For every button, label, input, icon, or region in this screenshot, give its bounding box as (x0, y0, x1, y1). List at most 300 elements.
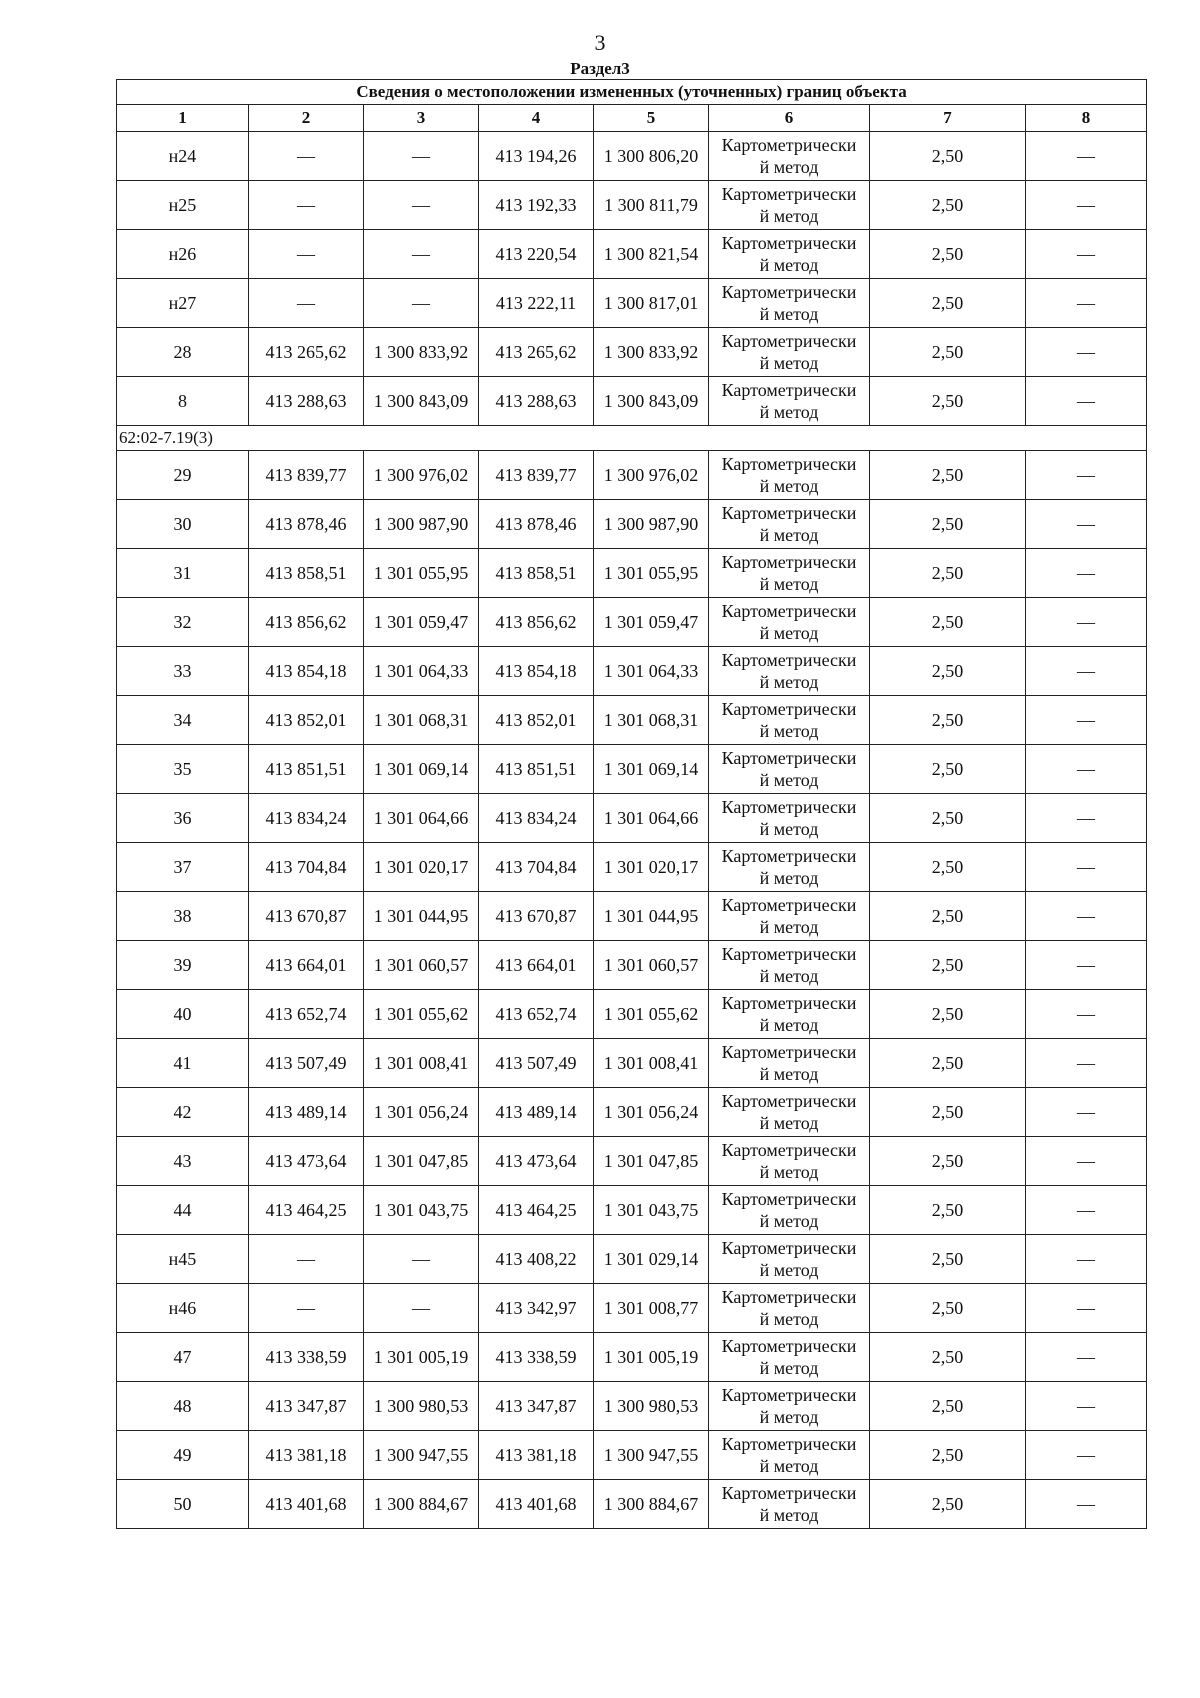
method-label-line2: й метод (759, 1407, 819, 1427)
new-y: 1 301 059,47 (594, 598, 709, 647)
description-value: — (1026, 696, 1147, 745)
table-row (117, 451, 1147, 500)
new-x: 413 858,51 (479, 549, 594, 598)
method-label-line2: й метод (759, 623, 819, 643)
description-value: — (1026, 1480, 1147, 1529)
new-y: 1 301 047,85 (594, 1137, 709, 1186)
accuracy-value: 2,50 (870, 1235, 1026, 1284)
new-x: 413 347,87 (479, 1382, 594, 1431)
existing-x: 413 856,62 (249, 598, 364, 647)
method-label-line2: й метод (759, 1113, 819, 1133)
existing-y: — (364, 1284, 479, 1333)
accuracy-value: 2,50 (870, 1039, 1026, 1088)
method-cell (709, 279, 870, 328)
description-value: — (1026, 843, 1147, 892)
new-x: 413 338,59 (479, 1333, 594, 1382)
table-row (117, 549, 1147, 598)
method-label-line2: й метод (759, 1358, 819, 1378)
method-label-line1: Картометрически (721, 748, 857, 768)
existing-y: 1 301 056,24 (364, 1088, 479, 1137)
existing-x: 413 854,18 (249, 647, 364, 696)
existing-x: 413 851,51 (249, 745, 364, 794)
point-number: 42 (117, 1088, 249, 1137)
point-number: 38 (117, 892, 249, 941)
point-number: 33 (117, 647, 249, 696)
accuracy-value: 2,50 (870, 647, 1026, 696)
method-label-line1: Картометрически (721, 1189, 857, 1209)
point-number: 41 (117, 1039, 249, 1088)
table-caption: Сведения о местоположении измененных (уточненных) границ объекта (117, 80, 1147, 105)
method-cell (709, 1431, 870, 1480)
new-x: 413 464,25 (479, 1186, 594, 1235)
description-value: — (1026, 1431, 1147, 1480)
accuracy-value: 2,50 (870, 500, 1026, 549)
method-cell (709, 990, 870, 1039)
new-y: 1 301 020,17 (594, 843, 709, 892)
new-y: 1 301 008,41 (594, 1039, 709, 1088)
method-label-line1: Картометрически (721, 503, 857, 523)
description-value: — (1026, 328, 1147, 377)
column-number-row (117, 105, 1147, 132)
method-label-line2: й метод (759, 819, 819, 839)
description-value: — (1026, 1333, 1147, 1382)
new-x: 413 852,01 (479, 696, 594, 745)
table-row (117, 1284, 1147, 1333)
method-label-line2: й метод (759, 1260, 819, 1280)
table-row (117, 1333, 1147, 1382)
description-value: — (1026, 1382, 1147, 1431)
group-label-row (117, 426, 1147, 451)
new-x: 413 652,74 (479, 990, 594, 1039)
description-value: — (1026, 451, 1147, 500)
table-row (117, 1039, 1147, 1088)
method-cell (709, 451, 870, 500)
point-number: н26 (117, 230, 249, 279)
method-cell (709, 745, 870, 794)
table-body (117, 80, 1147, 1529)
accuracy-value: 2,50 (870, 1382, 1026, 1431)
point-number: н25 (117, 181, 249, 230)
table-row (117, 941, 1147, 990)
new-y: 1 301 055,95 (594, 549, 709, 598)
new-x: 413 288,63 (479, 377, 594, 426)
table-row (117, 598, 1147, 647)
description-value: — (1026, 1137, 1147, 1186)
method-label-line1: Картометрически (721, 1091, 857, 1111)
accuracy-value: 2,50 (870, 230, 1026, 279)
existing-x: 413 347,87 (249, 1382, 364, 1431)
description-value: — (1026, 892, 1147, 941)
method-cell (709, 843, 870, 892)
new-y: 1 300 821,54 (594, 230, 709, 279)
new-y: 1 301 008,77 (594, 1284, 709, 1333)
accuracy-value: 2,50 (870, 181, 1026, 230)
method-label-line1: Картометрически (721, 331, 857, 351)
method-cell (709, 1382, 870, 1431)
method-cell (709, 328, 870, 377)
existing-y: 1 301 047,85 (364, 1137, 479, 1186)
existing-y: 1 301 043,75 (364, 1186, 479, 1235)
existing-y: — (364, 181, 479, 230)
method-label-line2: й метод (759, 966, 819, 986)
method-cell (709, 941, 870, 990)
method-label-line2: й метод (759, 1505, 819, 1525)
existing-x: 413 338,59 (249, 1333, 364, 1382)
table-row (117, 1235, 1147, 1284)
existing-x: 413 834,24 (249, 794, 364, 843)
new-y: 1 301 064,66 (594, 794, 709, 843)
existing-y: 1 301 060,57 (364, 941, 479, 990)
description-value: — (1026, 598, 1147, 647)
new-x: 413 670,87 (479, 892, 594, 941)
method-label-line1: Картометрически (721, 552, 857, 572)
point-number: н46 (117, 1284, 249, 1333)
method-label-line1: Картометрически (721, 1042, 857, 1062)
method-cell (709, 1480, 870, 1529)
new-x: 413 878,46 (479, 500, 594, 549)
existing-y: 1 301 044,95 (364, 892, 479, 941)
method-label-line2: й метод (759, 1162, 819, 1182)
point-number: 47 (117, 1333, 249, 1382)
point-number: 40 (117, 990, 249, 1039)
column-number: 8 (1026, 105, 1147, 132)
method-cell (709, 500, 870, 549)
method-cell (709, 230, 870, 279)
column-number: 5 (594, 105, 709, 132)
existing-x: 413 265,62 (249, 328, 364, 377)
point-number: 50 (117, 1480, 249, 1529)
accuracy-value: 2,50 (870, 1480, 1026, 1529)
method-label-line2: й метод (759, 525, 819, 545)
point-number: 30 (117, 500, 249, 549)
section-title: Раздел3 (570, 59, 630, 78)
accuracy-value: 2,50 (870, 696, 1026, 745)
method-cell (709, 1186, 870, 1235)
new-y: 1 301 055,62 (594, 990, 709, 1039)
method-label-line2: й метод (759, 206, 819, 226)
new-y: 1 301 043,75 (594, 1186, 709, 1235)
accuracy-value: 2,50 (870, 745, 1026, 794)
method-label-line1: Картометрически (721, 699, 857, 719)
existing-x: — (249, 279, 364, 328)
method-cell (709, 549, 870, 598)
table-row (117, 990, 1147, 1039)
column-number: 6 (709, 105, 870, 132)
existing-x: — (249, 230, 364, 279)
point-number: 44 (117, 1186, 249, 1235)
accuracy-value: 2,50 (870, 132, 1026, 181)
new-y: 1 300 811,79 (594, 181, 709, 230)
table-row (117, 500, 1147, 549)
description-value: — (1026, 500, 1147, 549)
table-row (117, 892, 1147, 941)
point-number: н45 (117, 1235, 249, 1284)
new-y: 1 301 068,31 (594, 696, 709, 745)
accuracy-value: 2,50 (870, 1137, 1026, 1186)
new-x: 413 851,51 (479, 745, 594, 794)
method-cell (709, 696, 870, 745)
existing-y: 1 300 884,67 (364, 1480, 479, 1529)
new-y: 1 301 005,19 (594, 1333, 709, 1382)
existing-y: 1 301 064,66 (364, 794, 479, 843)
description-value: — (1026, 745, 1147, 794)
table-row (117, 279, 1147, 328)
existing-y: 1 301 020,17 (364, 843, 479, 892)
point-number: 29 (117, 451, 249, 500)
method-label-line1: Картометрически (721, 380, 857, 400)
point-number: 43 (117, 1137, 249, 1186)
method-cell (709, 132, 870, 181)
cadastral-block-label: 62:02-7.19(3) (117, 426, 1147, 451)
column-number: 3 (364, 105, 479, 132)
existing-y: 1 301 064,33 (364, 647, 479, 696)
table-row (117, 328, 1147, 377)
existing-x: 413 878,46 (249, 500, 364, 549)
method-label-line2: й метод (759, 1064, 819, 1084)
accuracy-value: 2,50 (870, 990, 1026, 1039)
existing-x: — (249, 1235, 364, 1284)
new-x: 413 408,22 (479, 1235, 594, 1284)
table-row (117, 794, 1147, 843)
method-label-line2: й метод (759, 721, 819, 741)
existing-y: 1 301 005,19 (364, 1333, 479, 1382)
existing-x: 413 464,25 (249, 1186, 364, 1235)
new-x: 413 856,62 (479, 598, 594, 647)
existing-y: — (364, 279, 479, 328)
new-y: 1 300 947,55 (594, 1431, 709, 1480)
method-label-line2: й метод (759, 868, 819, 888)
existing-x: 413 652,74 (249, 990, 364, 1039)
existing-x: 413 664,01 (249, 941, 364, 990)
new-x: 413 473,64 (479, 1137, 594, 1186)
new-y: 1 300 884,67 (594, 1480, 709, 1529)
method-label-line2: й метод (759, 917, 819, 937)
new-x: 413 704,84 (479, 843, 594, 892)
method-label-line1: Картометрически (721, 1287, 857, 1307)
existing-x: — (249, 181, 364, 230)
method-cell (709, 1137, 870, 1186)
method-label-line1: Картометрически (721, 797, 857, 817)
method-label-line1: Картометрически (721, 650, 857, 670)
table-row (117, 1480, 1147, 1529)
method-label-line2: й метод (759, 1015, 819, 1035)
method-label-line2: й метод (759, 770, 819, 790)
new-x: 413 664,01 (479, 941, 594, 990)
table-row (117, 377, 1147, 426)
new-x: 413 220,54 (479, 230, 594, 279)
accuracy-value: 2,50 (870, 1284, 1026, 1333)
new-x: 413 854,18 (479, 647, 594, 696)
new-y: 1 300 817,01 (594, 279, 709, 328)
existing-x: 413 507,49 (249, 1039, 364, 1088)
new-x: 413 194,26 (479, 132, 594, 181)
method-label-line1: Картометрически (721, 135, 857, 155)
existing-y: 1 300 947,55 (364, 1431, 479, 1480)
method-label-line2: й метод (759, 574, 819, 594)
table-row (117, 647, 1147, 696)
existing-y: 1 301 055,95 (364, 549, 479, 598)
method-label-line1: Картометрически (721, 1238, 857, 1258)
table-row (117, 745, 1147, 794)
existing-y: 1 300 987,90 (364, 500, 479, 549)
table-row (117, 132, 1147, 181)
accuracy-value: 2,50 (870, 843, 1026, 892)
method-label-line1: Картометрически (721, 282, 857, 302)
existing-y: — (364, 230, 479, 279)
point-number: 31 (117, 549, 249, 598)
method-cell (709, 181, 870, 230)
table-row (117, 843, 1147, 892)
description-value: — (1026, 1039, 1147, 1088)
page-number: 3 (594, 30, 606, 55)
existing-y: 1 300 843,09 (364, 377, 479, 426)
table-row (117, 1382, 1147, 1431)
column-number: 2 (249, 105, 364, 132)
point-number: 32 (117, 598, 249, 647)
method-cell (709, 1284, 870, 1333)
existing-y: 1 301 008,41 (364, 1039, 479, 1088)
method-label-line2: й метод (759, 1309, 819, 1329)
method-cell (709, 1088, 870, 1137)
method-label-line2: й метод (759, 255, 819, 275)
existing-y: 1 300 980,53 (364, 1382, 479, 1431)
new-y: 1 300 806,20 (594, 132, 709, 181)
new-x: 413 381,18 (479, 1431, 594, 1480)
new-x: 413 401,68 (479, 1480, 594, 1529)
point-number: 39 (117, 941, 249, 990)
existing-y: 1 301 068,31 (364, 696, 479, 745)
accuracy-value: 2,50 (870, 1088, 1026, 1137)
method-cell (709, 598, 870, 647)
existing-y: 1 301 059,47 (364, 598, 479, 647)
new-x: 413 507,49 (479, 1039, 594, 1088)
table-row (117, 230, 1147, 279)
description-value: — (1026, 941, 1147, 990)
column-number: 1 (117, 105, 249, 132)
existing-y: 1 300 976,02 (364, 451, 479, 500)
description-value: — (1026, 1235, 1147, 1284)
point-number: н27 (117, 279, 249, 328)
boundary-coordinates-table (116, 79, 1147, 1529)
table-caption-row (117, 80, 1147, 105)
existing-x: 413 288,63 (249, 377, 364, 426)
new-x: 413 489,14 (479, 1088, 594, 1137)
existing-x: 413 852,01 (249, 696, 364, 745)
description-value: — (1026, 377, 1147, 426)
method-label-line1: Картометрически (721, 846, 857, 866)
method-label-line1: Картометрически (721, 1140, 857, 1160)
method-label-line1: Картометрически (721, 233, 857, 253)
existing-x: — (249, 1284, 364, 1333)
accuracy-value: 2,50 (870, 279, 1026, 328)
description-value: — (1026, 549, 1147, 598)
table-row (117, 696, 1147, 745)
new-y: 1 301 064,33 (594, 647, 709, 696)
existing-y: 1 301 055,62 (364, 990, 479, 1039)
new-x: 413 265,62 (479, 328, 594, 377)
existing-y: — (364, 132, 479, 181)
accuracy-value: 2,50 (870, 941, 1026, 990)
new-y: 1 300 843,09 (594, 377, 709, 426)
description-value: — (1026, 1186, 1147, 1235)
description-value: — (1026, 181, 1147, 230)
method-cell (709, 794, 870, 843)
method-label-line1: Картометрически (721, 454, 857, 474)
method-label-line2: й метод (759, 672, 819, 692)
existing-x: 413 670,87 (249, 892, 364, 941)
accuracy-value: 2,50 (870, 598, 1026, 647)
method-label-line2: й метод (759, 353, 819, 373)
method-label-line1: Картометрически (721, 944, 857, 964)
new-y: 1 301 060,57 (594, 941, 709, 990)
accuracy-value: 2,50 (870, 1333, 1026, 1382)
new-y: 1 300 987,90 (594, 500, 709, 549)
description-value: — (1026, 647, 1147, 696)
table-row (117, 1088, 1147, 1137)
column-number: 4 (479, 105, 594, 132)
new-y: 1 301 069,14 (594, 745, 709, 794)
description-value: — (1026, 230, 1147, 279)
point-number: н24 (117, 132, 249, 181)
new-x: 413 222,11 (479, 279, 594, 328)
new-y: 1 301 056,24 (594, 1088, 709, 1137)
accuracy-value: 2,50 (870, 549, 1026, 598)
method-label-line2: й метод (759, 402, 819, 422)
point-number: 8 (117, 377, 249, 426)
existing-x: 413 704,84 (249, 843, 364, 892)
method-cell (709, 1235, 870, 1284)
new-x: 413 342,97 (479, 1284, 594, 1333)
new-x: 413 834,24 (479, 794, 594, 843)
description-value: — (1026, 990, 1147, 1039)
existing-y: 1 301 069,14 (364, 745, 479, 794)
existing-y: 1 300 833,92 (364, 328, 479, 377)
new-x: 413 839,77 (479, 451, 594, 500)
point-number: 49 (117, 1431, 249, 1480)
point-number: 36 (117, 794, 249, 843)
existing-x: 413 381,18 (249, 1431, 364, 1480)
new-y: 1 300 833,92 (594, 328, 709, 377)
method-label-line1: Картометрически (721, 993, 857, 1013)
point-number: 48 (117, 1382, 249, 1431)
method-label-line2: й метод (759, 1211, 819, 1231)
method-label-line1: Картометрически (721, 1434, 857, 1454)
new-y: 1 300 976,02 (594, 451, 709, 500)
method-label-line1: Картометрически (721, 1336, 857, 1356)
accuracy-value: 2,50 (870, 451, 1026, 500)
new-y: 1 300 980,53 (594, 1382, 709, 1431)
method-label-line1: Картометрически (721, 601, 857, 621)
method-cell (709, 1039, 870, 1088)
description-value: — (1026, 794, 1147, 843)
description-value: — (1026, 132, 1147, 181)
method-cell (709, 1333, 870, 1382)
method-cell (709, 647, 870, 696)
method-label-line2: й метод (759, 1456, 819, 1476)
table-row (117, 1186, 1147, 1235)
method-label-line1: Картометрически (721, 1483, 857, 1503)
method-label-line2: й метод (759, 304, 819, 324)
method-label-line1: Картометрически (721, 1385, 857, 1405)
existing-x: — (249, 132, 364, 181)
accuracy-value: 2,50 (870, 1431, 1026, 1480)
accuracy-value: 2,50 (870, 1186, 1026, 1235)
point-number: 37 (117, 843, 249, 892)
method-cell (709, 892, 870, 941)
method-label-line1: Картометрически (721, 184, 857, 204)
table-row (117, 181, 1147, 230)
new-x: 413 192,33 (479, 181, 594, 230)
